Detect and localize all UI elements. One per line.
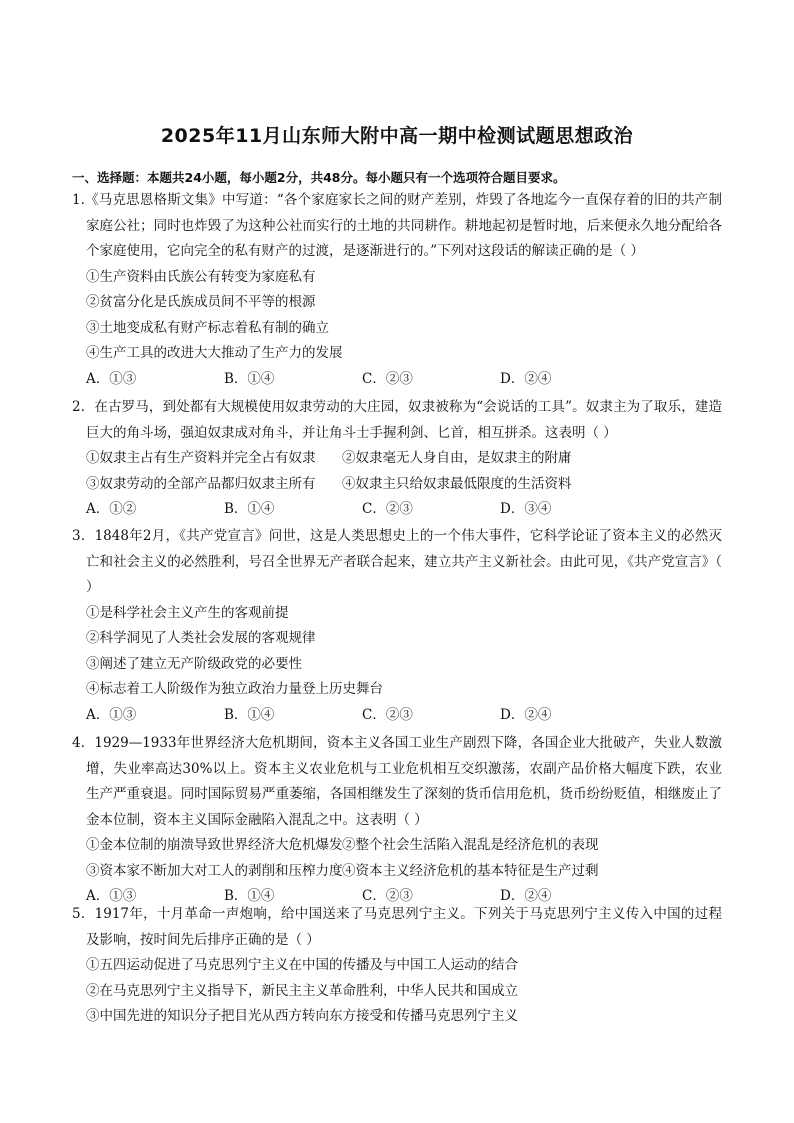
choice-c: C．②③ — [362, 370, 413, 387]
question-2 — [72, 395, 722, 523]
question-1 — [72, 188, 722, 392]
statement-option: ④生产工具的改进大大推动了生产力的发展 — [86, 345, 343, 361]
choice-b: B．①④ — [224, 501, 275, 517]
statement-option: ④资本主义经济危机的基本特征是生产过剩 — [342, 862, 599, 879]
choice-d: D．③④ — [500, 501, 552, 517]
question-stem: 1.《马克思恩格斯文集》中写道：“各个家庭家长之间的财产差别，炸毁了各地迄今一直保存着的旧的共产制家庭公社；同时也炸毁了为这种公社而实行的土地的共同耕作。耕地起初是暂时地，后来便永久地分配给各个家庭使用，它向完全的私有财产的过渡，是逐渐进行的。”下列对这段话的解读正确的是（ ） — [72, 192, 722, 259]
choice-a: A．①③ — [86, 888, 137, 904]
statement-option: ①奴隶主占有生产资料并完全占有奴隶 — [86, 450, 316, 466]
question-4 — [72, 731, 722, 910]
question-stem: 4．1929—1933年世界经济大危机期间，资本主义各国工业生产剧烈下降，各国企业大批破产，失业人数激增，失业率高达30%以上。资本主义农业危机与工业危机相互交织激荡，农副产品价格大幅度下跌，农业生产严重衰退。同时国际贸易严重萎缩，各国相继发生了深刻的货币信用危机，货币纷纷贬值，相继废止了金本位制，资本主义国际金融陷入混乱之中。这表明（ ） — [72, 735, 722, 828]
section-heading: 一、选择题：本题共24小题，每小题2分，共48分。每小题只有一个选项符合题目要求。 — [72, 170, 566, 185]
statement-pair — [72, 859, 722, 885]
statement-pair — [72, 833, 722, 859]
statement-option: ①金本位制的崩溃导致世界经济大危机爆发 — [86, 837, 343, 853]
statement-option: ③奴隶劳动的全部产品都归奴隶主所有 — [86, 475, 316, 492]
question-3 — [72, 524, 722, 728]
choice-c: C．②③ — [362, 888, 413, 904]
statement-option: ②科学洞见了人类社会发展的客观规律 — [86, 630, 316, 646]
statement-option: ③资本家不断加大对工人的剥削和压榨力度 — [86, 862, 343, 879]
choice-c: C．②③ — [362, 706, 413, 723]
statement-option: ②在马克思列宁主义指导下，新民主主义革命胜利，中华人民共和国成立 — [86, 982, 518, 999]
choice-d: D．②④ — [500, 370, 552, 387]
choice-a: A．①② — [86, 501, 137, 517]
statement-option: ①生产资料由氏族公有转变为家庭私有 — [86, 268, 316, 285]
answer-choices — [72, 367, 722, 393]
answer-choices — [72, 497, 722, 523]
statement-option: ④奴隶主只给奴隶最低限度的生活资料 — [342, 475, 572, 492]
choice-b: B．①④ — [224, 888, 275, 904]
choice-d: D．②④ — [500, 706, 552, 723]
choice-a: A．①③ — [86, 706, 137, 723]
choice-a: A．①③ — [86, 370, 137, 387]
statement-option: ③土地变成私有财产标志着私有制的确立 — [86, 319, 329, 336]
statement-pair — [72, 472, 722, 498]
choice-d: D．②④ — [500, 888, 552, 904]
choice-c: C．②③ — [362, 501, 413, 517]
statement-option: ④标志着工人阶级作为独立政治力量登上历史舞台 — [86, 681, 383, 697]
answer-choices — [72, 703, 722, 729]
statement-option: ①五四运动促进了马克思列宁主义在中国的传播及与中国工人运动的结合 — [86, 957, 518, 973]
statement-option: ②奴隶毫无人身自由，是奴隶主的附庸 — [342, 450, 572, 466]
statement-pair — [72, 446, 722, 472]
statement-option: ②整个社会生活陷入混乱是经济危机的表现 — [342, 837, 599, 853]
page-title: 2025年11月山东师大附中高一期中检测试题思想政治 — [160, 125, 634, 147]
question-5 — [72, 902, 722, 1030]
question-stem: 3．1848年2月，《共产党宣言》问世，这是人类思想史上的一个伟大事件，它科学论证了资本主义的必然灭亡和社会主义的必然胜利，号召全世界无产者联合起来，建立共产主义新社会。由此可见，《共产党宣言》（ ） — [72, 528, 722, 595]
choice-b: B．①④ — [224, 370, 275, 387]
statement-option: ①是科学社会主义产生的客观前提 — [86, 604, 289, 621]
statement-option: ②贫富分化是氏族成员间不平等的根源 — [86, 294, 316, 310]
question-stem: 5．1917年，十月革命一声炮响，给中国送来了马克思列宁主义。下列关于马克思列宁主义传入中国的过程及影响，按时间先后排序正确的是（ ） — [72, 906, 722, 948]
question-stem: 2．在古罗马，到处都有大规模使用奴隶劳动的大庄园，奴隶被称为“会说话的工具”。奴隶主为了取乐，建造巨大的角斗场，强迫奴隶成对角斗，并让角斗士手握利剑、匕首，相互拼杀。这表明（ ） — [72, 399, 722, 441]
statement-option: ③阐述了建立无产阶级政党的必要性 — [86, 655, 302, 672]
statement-option: ③中国先进的知识分子把目光从西方转向东方接受和传播马克思列宁主义 — [86, 1008, 518, 1024]
choice-b: B．①④ — [224, 706, 275, 723]
